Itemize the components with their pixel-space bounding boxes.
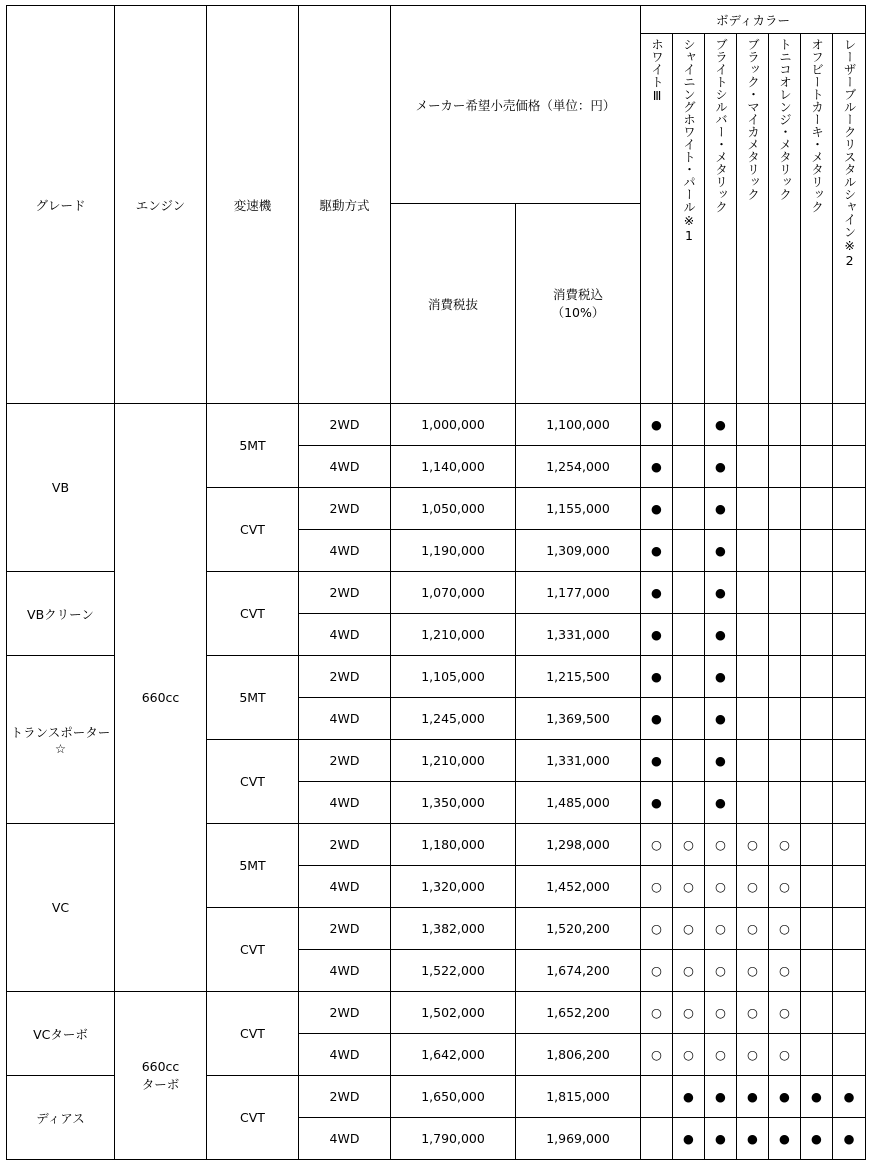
color-availability-mark [833,908,866,950]
table-row [7,404,866,446]
color-availability-mark: ● [737,1076,769,1118]
color-availability-mark [801,446,833,488]
drive-cell: 2WD [299,404,391,446]
color-availability-mark: ○ [705,992,737,1034]
grade-cell: VBクリーン [7,572,115,656]
color-availability-mark [641,1118,673,1160]
color-availability-mark: ● [705,530,737,572]
header-color-4 [737,34,769,404]
drive-cell: 4WD [299,782,391,824]
color-availability-mark: ○ [737,908,769,950]
transmission-cell: 5MT [207,404,299,488]
header-drive: 駆動方式 [299,6,391,404]
transmission-cell: 5MT [207,824,299,908]
color-availability-mark: ○ [737,950,769,992]
color-availability-mark: ● [833,1118,866,1160]
transmission-cell: CVT [207,1076,299,1160]
color-availability-mark: ● [705,614,737,656]
color-availability-mark [769,530,801,572]
color-availability-mark [673,698,705,740]
color-availability-mark [833,740,866,782]
header-color-5 [769,34,801,404]
color-availability-mark [833,614,866,656]
header-color-label: ホワイトⅢ [649,38,665,103]
price-excl-cell: 1,320,000 [391,866,516,908]
drive-cell: 2WD [299,572,391,614]
color-availability-mark [769,656,801,698]
color-availability-mark [673,782,705,824]
header-color-1 [641,34,673,404]
color-availability-mark [769,782,801,824]
color-availability-mark: ○ [673,992,705,1034]
color-availability-mark: ● [641,488,673,530]
color-availability-mark [801,656,833,698]
color-availability-mark: ○ [705,1034,737,1076]
drive-cell: 2WD [299,488,391,530]
color-availability-mark: ○ [641,824,673,866]
color-availability-mark: ● [705,1076,737,1118]
drive-cell: 4WD [299,614,391,656]
color-availability-mark: ○ [705,824,737,866]
drive-cell: 4WD [299,1118,391,1160]
price-incl-cell: 1,309,000 [516,530,641,572]
grade-cell: VCターボ [7,992,115,1076]
price-excl-cell: 1,070,000 [391,572,516,614]
color-availability-mark: ● [705,698,737,740]
drive-cell: 2WD [299,992,391,1034]
color-availability-mark: ● [673,1118,705,1160]
color-availability-mark: ○ [769,824,801,866]
color-availability-mark: ● [641,572,673,614]
color-availability-mark [801,488,833,530]
price-incl-cell: 1,215,500 [516,656,641,698]
drive-cell: 2WD [299,908,391,950]
color-availability-mark [801,530,833,572]
color-availability-mark: ● [769,1076,801,1118]
color-availability-mark [737,656,769,698]
header-tax-incl-label: 消費税込 [553,286,604,302]
price-excl-cell: 1,245,000 [391,698,516,740]
color-availability-mark: ○ [673,908,705,950]
price-incl-cell: 1,452,000 [516,866,641,908]
color-availability-mark [737,698,769,740]
color-availability-mark [737,740,769,782]
header-body-color: ボディカラー [641,6,866,34]
color-availability-mark [801,782,833,824]
color-availability-mark [833,992,866,1034]
price-excl-cell: 1,382,000 [391,908,516,950]
transmission-cell: CVT [207,740,299,824]
color-availability-mark [673,614,705,656]
color-availability-mark [801,950,833,992]
price-incl-cell: 1,520,200 [516,908,641,950]
color-availability-mark: ● [641,656,673,698]
color-availability-mark [801,698,833,740]
engine-cell: 660cc ターボ [115,992,207,1160]
color-availability-mark [833,488,866,530]
color-availability-mark: ○ [769,908,801,950]
color-availability-mark [769,614,801,656]
color-availability-mark: ● [769,1118,801,1160]
color-availability-mark [737,782,769,824]
price-excl-cell: 1,190,000 [391,530,516,572]
color-availability-mark: ● [641,446,673,488]
color-availability-mark [833,1034,866,1076]
color-availability-mark: ● [705,740,737,782]
drive-cell: 4WD [299,866,391,908]
transmission-cell: CVT [207,992,299,1076]
header-color-label: レーザーブルークリスタルシャイン※2 [842,38,858,268]
price-excl-cell: 1,650,000 [391,1076,516,1118]
header-color-2 [673,34,705,404]
color-availability-mark: ○ [641,1034,673,1076]
color-availability-mark: ○ [769,866,801,908]
color-availability-mark: ● [705,488,737,530]
header-color-label: オフビートカーキ・メタリック [809,38,825,213]
grade-cell: VC [7,824,115,992]
color-availability-mark: ○ [705,950,737,992]
color-availability-mark: ● [641,782,673,824]
color-availability-mark [737,446,769,488]
color-availability-mark [801,740,833,782]
price-excl-cell: 1,642,000 [391,1034,516,1076]
header-grade: グレード [7,6,115,404]
color-availability-mark [833,656,866,698]
color-availability-mark [737,614,769,656]
price-excl-cell: 1,210,000 [391,614,516,656]
price-incl-cell: 1,177,000 [516,572,641,614]
drive-cell: 4WD [299,530,391,572]
price-incl-cell: 1,298,000 [516,824,641,866]
price-incl-cell: 1,806,200 [516,1034,641,1076]
color-availability-mark: ● [641,740,673,782]
color-availability-mark: ○ [737,866,769,908]
transmission-cell: CVT [207,908,299,992]
color-availability-mark: ○ [641,950,673,992]
color-availability-mark: ● [641,614,673,656]
color-availability-mark [769,572,801,614]
color-availability-mark: ● [705,446,737,488]
price-incl-cell: 1,815,000 [516,1076,641,1118]
color-availability-mark [833,782,866,824]
color-availability-mark: ○ [705,908,737,950]
color-availability-mark [737,530,769,572]
price-incl-cell: 1,331,000 [516,740,641,782]
transmission-cell: CVT [207,488,299,572]
color-availability-mark [801,1034,833,1076]
grade-cell: トランスポーター☆ [7,656,115,824]
header-price: メーカー希望小売価格（単位：円） [391,6,641,204]
transmission-cell: CVT [207,572,299,656]
color-availability-mark [737,572,769,614]
color-availability-mark [769,740,801,782]
color-availability-mark: ● [705,572,737,614]
color-availability-mark [801,866,833,908]
header-color-7 [833,34,866,404]
drive-cell: 4WD [299,1034,391,1076]
grade-cell: ディアス [7,1076,115,1160]
price-excl-cell: 1,350,000 [391,782,516,824]
color-availability-mark [673,404,705,446]
header-transmission: 変速機 [207,6,299,404]
color-availability-mark [801,404,833,446]
price-incl-cell: 1,155,000 [516,488,641,530]
price-excl-cell: 1,502,000 [391,992,516,1034]
price-excl-cell: 1,105,000 [391,656,516,698]
header-tax-excl: 消費税抜 [391,204,516,404]
price-excl-cell: 1,140,000 [391,446,516,488]
color-availability-mark: ○ [705,866,737,908]
drive-cell: 2WD [299,824,391,866]
color-availability-mark: ● [705,656,737,698]
drive-cell: 2WD [299,1076,391,1118]
header-color-6 [801,34,833,404]
header-color-label: トニコオレンジ・メタリック [777,38,793,201]
color-availability-mark [769,404,801,446]
price-table [6,5,866,1160]
price-excl-cell: 1,050,000 [391,488,516,530]
color-availability-mark: ● [801,1076,833,1118]
color-availability-mark: ● [705,404,737,446]
color-availability-mark [769,446,801,488]
color-availability-mark [737,488,769,530]
color-availability-mark [833,824,866,866]
price-incl-cell: 1,331,000 [516,614,641,656]
transmission-cell: 5MT [207,656,299,740]
price-incl-cell: 1,969,000 [516,1118,641,1160]
color-availability-mark: ○ [737,1034,769,1076]
color-availability-mark: ○ [641,908,673,950]
color-availability-mark: ● [641,530,673,572]
color-availability-mark [833,866,866,908]
drive-cell: 4WD [299,950,391,992]
color-availability-mark [801,992,833,1034]
color-availability-mark [833,572,866,614]
price-incl-cell: 1,652,200 [516,992,641,1034]
price-excl-cell: 1,000,000 [391,404,516,446]
color-availability-mark: ○ [737,992,769,1034]
engine-cell: 660cc [115,404,207,992]
color-availability-mark [673,446,705,488]
price-incl-cell: 1,369,500 [516,698,641,740]
color-availability-mark: ● [641,698,673,740]
color-availability-mark [833,698,866,740]
price-excl-cell: 1,210,000 [391,740,516,782]
color-availability-mark [673,572,705,614]
header-color-label: ブライトシルバー・メタリック [713,38,729,213]
color-availability-mark: ● [801,1118,833,1160]
color-availability-mark [673,656,705,698]
drive-cell: 2WD [299,656,391,698]
color-availability-mark [673,530,705,572]
price-excl-cell: 1,522,000 [391,950,516,992]
header-tax-incl [516,204,641,404]
color-availability-mark [833,950,866,992]
price-incl-cell: 1,254,000 [516,446,641,488]
grade-cell: VB [7,404,115,572]
header-color-label: ブラック・マイカメタリック [745,38,761,201]
color-availability-mark: ○ [769,992,801,1034]
color-availability-mark [801,908,833,950]
color-availability-mark: ● [705,1118,737,1160]
price-incl-cell: 1,485,000 [516,782,641,824]
drive-cell: 4WD [299,698,391,740]
color-availability-mark: ○ [769,950,801,992]
color-availability-mark [833,530,866,572]
color-availability-mark: ○ [673,950,705,992]
color-availability-mark: ● [673,1076,705,1118]
drive-cell: 4WD [299,446,391,488]
color-availability-mark: ○ [673,1034,705,1076]
color-availability-mark: ○ [641,992,673,1034]
price-excl-cell: 1,790,000 [391,1118,516,1160]
color-availability-mark [769,488,801,530]
color-availability-mark: ● [737,1118,769,1160]
color-availability-mark: ○ [769,1034,801,1076]
header-color-3 [705,34,737,404]
table-row [7,992,866,1034]
color-availability-mark: ○ [737,824,769,866]
color-availability-mark [737,404,769,446]
color-availability-mark [673,740,705,782]
header-engine: エンジン [115,6,207,404]
header-color-label: シャイニングホワイト・パール※1 [681,38,697,243]
color-availability-mark: ● [833,1076,866,1118]
price-incl-cell: 1,674,200 [516,950,641,992]
color-availability-mark [833,446,866,488]
price-excl-cell: 1,180,000 [391,824,516,866]
color-availability-mark [801,572,833,614]
header-tax-incl-note: （10%） [551,304,605,320]
color-availability-mark: ● [641,404,673,446]
color-availability-mark [801,614,833,656]
color-availability-mark: ○ [641,866,673,908]
color-availability-mark: ○ [673,866,705,908]
color-availability-mark [769,698,801,740]
color-availability-mark [673,488,705,530]
color-availability-mark: ○ [673,824,705,866]
color-availability-mark: ● [705,782,737,824]
color-availability-mark [801,824,833,866]
price-incl-cell: 1,100,000 [516,404,641,446]
drive-cell: 2WD [299,740,391,782]
color-availability-mark [641,1076,673,1118]
color-availability-mark [833,404,866,446]
